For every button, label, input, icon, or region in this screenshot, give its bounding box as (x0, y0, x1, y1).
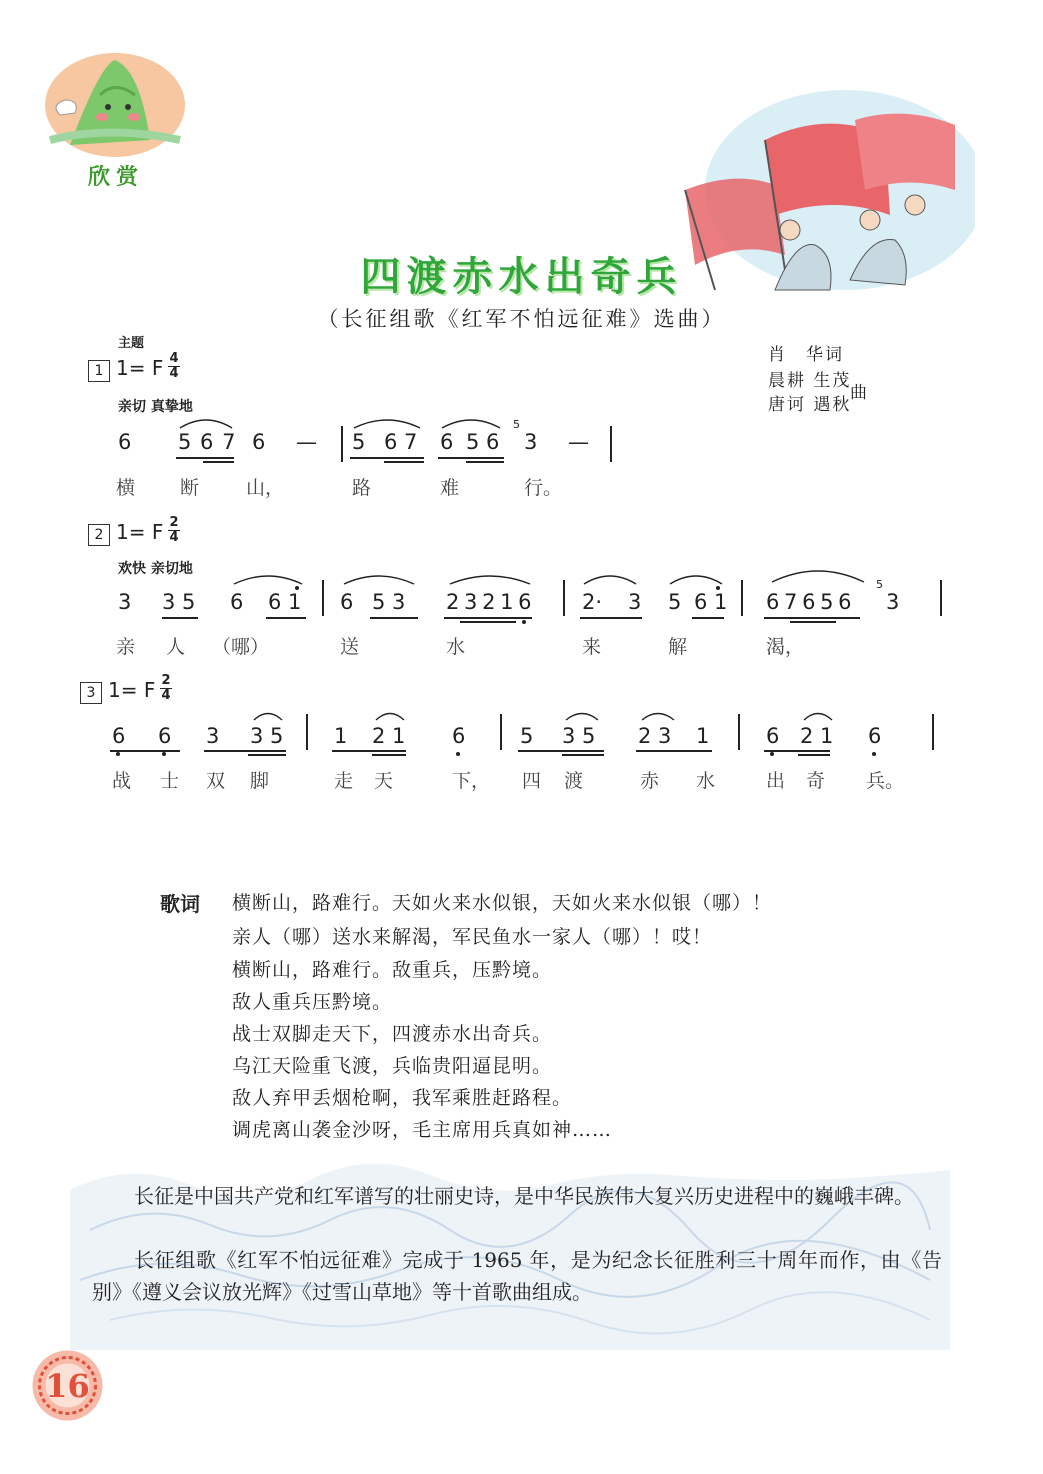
body-paragraph: 长征组歌《红军不怕远征难》完成于 1965 年，是为纪念长征胜利三十周年而作，由《告别》《遵义会议放光辉》《过雪山草地》等十首歌曲组成。 (92, 1248, 942, 1304)
expression-mark-1: 亲切 真挚地 (118, 399, 193, 415)
slur (564, 710, 600, 722)
slur (178, 416, 234, 430)
slur (448, 572, 532, 586)
key-signature-2: 1= F (116, 520, 164, 544)
barline (500, 714, 502, 750)
underline (332, 750, 406, 752)
underline (798, 754, 830, 756)
underline (110, 750, 180, 752)
time-signature-3: $\frac{2}{4}$ (161, 673, 171, 703)
lyric-word: 亲 (116, 636, 136, 658)
section-tag: 欣赏 (88, 165, 145, 190)
lyric-word: 送 (340, 636, 360, 658)
underline (203, 461, 234, 463)
lyric-word: 断 (180, 477, 200, 499)
barline (741, 580, 743, 616)
lyric-word: 水 (446, 636, 466, 658)
lyric-word: 渴， (766, 636, 805, 658)
note-group: 6 7 (384, 430, 418, 454)
underline (466, 461, 504, 463)
barline (563, 580, 565, 616)
low-octave-dot (456, 752, 460, 756)
note-group: 3 5 (250, 724, 284, 748)
underline (266, 617, 306, 619)
note: 2· (582, 590, 603, 614)
lyric-word: 奇 (806, 770, 826, 792)
lyric-word: 横 (116, 477, 136, 499)
dash: — (296, 430, 317, 454)
song-title: 四渡赤水出奇兵 (360, 253, 683, 300)
underline (162, 617, 198, 619)
note-group: 6 1 (694, 590, 728, 614)
composer-credit-2: 唐诃 遇秋 (768, 395, 852, 415)
lyrics-line: 调虎离山袭金沙呀，毛主席用兵真如神…… (232, 1119, 613, 1141)
underline (518, 750, 604, 752)
lyric-word: 天 (374, 770, 394, 792)
slur (374, 710, 406, 722)
time-signature-2: $\frac{2}{4}$ (169, 515, 179, 545)
note: 6 (230, 590, 244, 614)
note-group: 5 6 7 (178, 430, 237, 454)
theme-label: 主题 (118, 336, 145, 351)
composer-suffix: 曲 (850, 383, 869, 403)
note: 6 (340, 590, 354, 614)
page-number-badge (30, 1348, 105, 1423)
lyric-word: 渡 (564, 770, 584, 792)
composer-credit-1: 晨耕 生茂 (768, 371, 852, 391)
low-octave-dot (162, 752, 166, 756)
note: 1 (696, 724, 710, 748)
lyric-word: 来 (582, 636, 602, 658)
slur (352, 416, 422, 430)
underline (372, 754, 406, 756)
underline (692, 617, 724, 619)
barline (610, 426, 612, 462)
lyrics-line: 敌人弃甲丢烟枪啊，我军乘胜赶路程。 (232, 1087, 573, 1109)
song-subtitle: （长征组歌《红军不怕远征难》选曲） (317, 307, 726, 331)
underline (562, 754, 604, 756)
mascot-illustration (40, 45, 190, 160)
note: 6 (766, 724, 780, 748)
high-octave-dot (295, 586, 299, 590)
barline (341, 426, 343, 462)
underline (176, 457, 234, 459)
barline (306, 714, 308, 750)
lyric-word: 路 (352, 477, 372, 499)
theme-number-2: 2 (88, 524, 110, 546)
lyricist-credit: 肖 华词 (768, 345, 844, 365)
note: 6 (452, 724, 466, 748)
slur (440, 416, 502, 430)
note-group: 6 7 6 5 6 (766, 590, 851, 614)
grace-note: 5 (876, 578, 883, 591)
note: 3 (206, 724, 220, 748)
slur (232, 572, 304, 586)
key-signature-3: 1= F (108, 678, 156, 702)
underline (350, 457, 424, 459)
note: 3 (886, 590, 900, 614)
slur (342, 572, 416, 586)
low-octave-dot (872, 752, 876, 756)
slur (802, 710, 834, 722)
lyric-word: 解 (668, 636, 688, 658)
note: 5 (668, 590, 682, 614)
lyric-word: 兵。 (866, 770, 905, 792)
note: 3 (118, 590, 132, 614)
underline (384, 461, 424, 463)
underline (204, 750, 286, 752)
note: 6 (440, 430, 454, 454)
slur (640, 710, 676, 722)
note: 6 (158, 724, 172, 748)
lyrics-line: 战士双脚走天下，四渡赤水出奇兵。 (232, 1023, 553, 1045)
lyric-word: 出 (766, 770, 786, 792)
underline (370, 617, 418, 619)
note: 6 (112, 724, 126, 748)
note: 3 (524, 430, 538, 454)
note: 6 (868, 724, 882, 748)
lyric-word: 难 (440, 477, 460, 499)
lyrics-line: 乌江天险重飞渡，兵临贵阳逼昆明。 (232, 1055, 553, 1077)
slur (668, 572, 724, 586)
note: 1 (334, 724, 348, 748)
lyric-word: 士 (160, 770, 180, 792)
note-group: 5 6 (466, 430, 500, 454)
body-paragraph: 长征是中国共产党和红军谱写的壮丽史诗，是中华民族伟大复兴历史进程中的巍峨丰碑。 (134, 1184, 914, 1208)
lyric-word: 下， (452, 770, 491, 792)
lyric-word: 山， (246, 477, 285, 499)
underline (790, 621, 836, 623)
time-signature-1: $\frac{4}{4}$ (169, 351, 179, 381)
lyric-word: 人 (166, 636, 186, 658)
page-number: 16 (45, 1367, 90, 1405)
lyrics-line: 横断山，路难行。天如火来水似银，天如火来水似银（哪）！ (232, 892, 773, 914)
underline (764, 617, 860, 619)
barline (738, 714, 740, 750)
lyric-word: 双 (206, 770, 226, 792)
note-group: 3 5 (162, 590, 196, 614)
lyric-word: 战 (112, 770, 132, 792)
slur (252, 710, 284, 722)
lyrics-line: 亲人（哪）送水来解渴，军民鱼水一家人（哪）！哎！ (232, 926, 713, 948)
lyrics-line: 敌人重兵压黔境。 (232, 991, 393, 1013)
low-octave-dot (770, 752, 774, 756)
grace-note: 5 (513, 418, 520, 431)
note: 6 (118, 430, 132, 454)
note: 6 (252, 430, 266, 454)
expression-mark-2: 欢快 亲切地 (118, 561, 193, 577)
note-group: 5 3 (372, 590, 406, 614)
low-octave-dot (522, 620, 526, 624)
note-group: 2 3 2 1 6 (446, 590, 531, 614)
lyric-word: 水 (696, 770, 716, 792)
theme-number-3: 3 (80, 682, 102, 704)
key-signature-1: 1= F (116, 356, 164, 380)
slur (770, 566, 866, 584)
low-octave-dot (116, 752, 120, 756)
note-group: 3 5 (562, 724, 596, 748)
lyric-word: 赤 (640, 770, 660, 792)
slur (582, 572, 638, 586)
note-group: 6 1 (268, 590, 302, 614)
note-group: 2 1 (800, 724, 834, 748)
high-octave-dot (716, 586, 720, 590)
underline (248, 754, 286, 756)
lyric-word: 行。 (524, 477, 563, 499)
underline (764, 750, 830, 752)
note-group: 2 1 (372, 724, 406, 748)
note: 3 (628, 590, 642, 614)
underline (636, 750, 712, 752)
lyrics-line: 横断山，路难行。敌重兵，压黔境。 (232, 959, 553, 981)
lyrics-label: 歌词 (160, 892, 200, 916)
dash: — (568, 430, 589, 454)
lyric-word: （哪） (212, 636, 270, 658)
underline (438, 457, 504, 459)
underline (444, 617, 532, 619)
note-group: 2 3 (638, 724, 672, 748)
lyric-word: 四 (522, 770, 542, 792)
underline (460, 621, 516, 623)
lyric-word: 走 (334, 770, 354, 792)
barline (940, 580, 942, 616)
barline (322, 580, 324, 616)
theme-number-1: 1 (88, 360, 110, 382)
underline (580, 617, 642, 619)
barline (932, 714, 934, 750)
lyric-word: 脚 (250, 770, 270, 792)
note: 5 (352, 430, 366, 454)
note: 5 (520, 724, 534, 748)
